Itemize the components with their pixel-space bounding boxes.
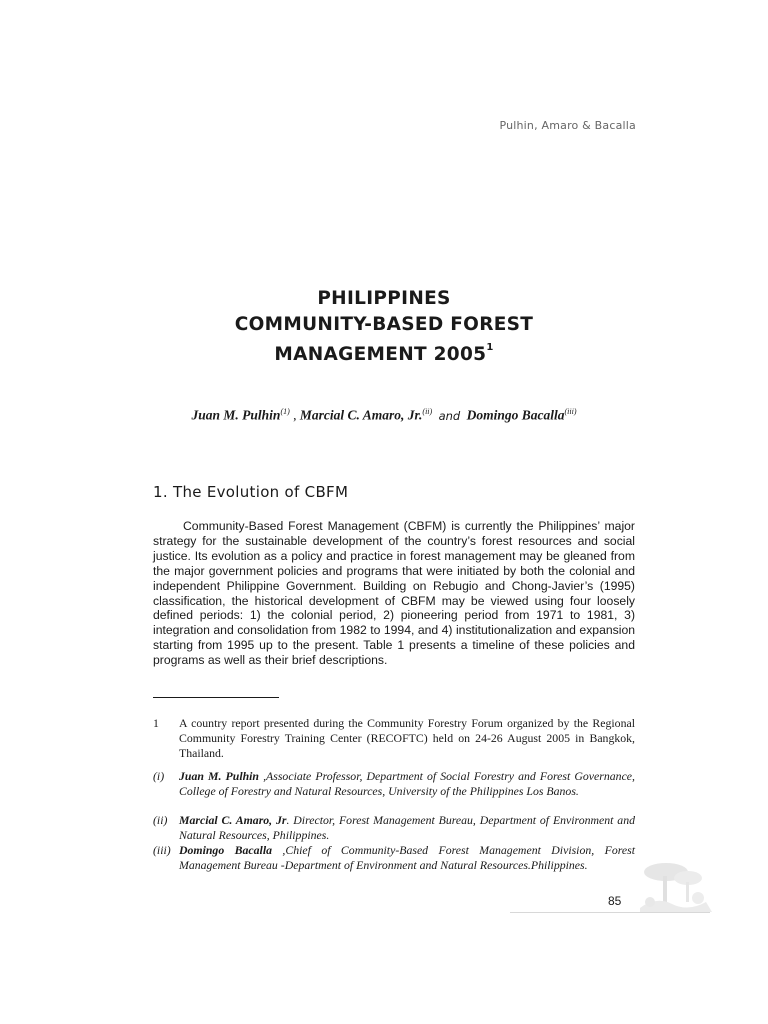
footnote-i-name: Juan M. Pulhin	[179, 769, 259, 783]
title-footnote-mark: 1	[486, 342, 494, 353]
author-and: and	[438, 408, 461, 423]
page-number: 85	[608, 894, 622, 908]
footnote-iii-name: Domingo Bacalla	[179, 843, 272, 857]
title-line-2: COMMUNITY-BASED FOREST	[234, 314, 534, 335]
footnote-divider	[153, 697, 279, 698]
footnote-iii	[153, 843, 635, 873]
footnote-iii-body	[179, 843, 635, 873]
author-line	[0, 407, 768, 424]
footnote-i-text: ,Associate Professor, Department of Social Forestry and Forest Governance, College of Forestry and Natural Resources, University of the Philippines Los Banos.	[179, 769, 635, 798]
footnote-1-mark: 1	[153, 716, 159, 730]
footer-rule	[510, 912, 710, 913]
author-separator: ,	[293, 407, 297, 423]
footnote-iii-text: ,Chief of Community-Based Forest Management Division, Forest Management Bureau -Department of Environment and Natural Resources.Philippines.	[179, 843, 635, 872]
author-3: Domingo Bacalla	[466, 407, 565, 423]
author-1: Juan M. Pulhin	[191, 407, 281, 423]
running-head: Pulhin, Amaro & Bacalla	[499, 119, 636, 132]
footnote-i	[153, 769, 635, 799]
footnote-i-mark: (i)	[153, 769, 165, 783]
title-line-1: PHILIPPINES	[317, 288, 451, 309]
author-1-mark: (1)	[280, 407, 290, 416]
author-2: Marcial C. Amaro, Jr.	[299, 407, 423, 423]
title-line-3	[0, 338, 768, 368]
author-3-mark: (iii)	[564, 407, 577, 416]
author-2-mark: (ii)	[422, 407, 433, 416]
body-paragraph: Community-Based Forest Management (CBFM) is currently the Philippines’ major strategy for the sustainable development of the country’s forest resources and social justice. Its evolution as a policy and practice in forest management may be gleaned from the major government policies and programs that were initiated by both the colonial and independent Philippine Government. Building on Rebugio and Chong-Javier’s (1995) classification, the historical development of CBFM may be viewed using four loosely defined periods: 1) the colonial period, 2) pioneering period from 1971 to 1981, 3) integration and consolidation from 1982 to 1994, and 4) institutionalization and expansion starting from 1995 up to the present. Table 1 presents a timeline of these policies and programs as well as their brief descriptions.	[153, 519, 635, 668]
footnote-ii-text: . Director, Forest Management Bureau, Department of Environment and Natural Resources, Philippines.	[179, 813, 635, 842]
tree-landscape-icon	[636, 858, 716, 914]
footnote-ii-name: Marcial C. Amaro, Jr	[179, 813, 287, 827]
section-heading: 1. The Evolution of CBFM	[153, 483, 349, 501]
footnote-1	[153, 716, 635, 761]
title-line-3-text: MANAGEMENT 2005	[274, 344, 487, 366]
footnote-ii	[153, 813, 635, 843]
footnote-i-body	[179, 769, 635, 799]
footnote-iii-mark: (iii)	[153, 843, 171, 857]
footnote-1-text: A country report presented during the Community Forestry Forum organized by the Regional Community Forestry Training Center (RECOFTC) held on 24-26 August 2005 in Bangkok, Thailand.	[179, 716, 635, 760]
footnote-ii-body	[179, 813, 635, 843]
footnote-ii-mark: (ii)	[153, 813, 168, 827]
paper-title	[0, 286, 768, 368]
